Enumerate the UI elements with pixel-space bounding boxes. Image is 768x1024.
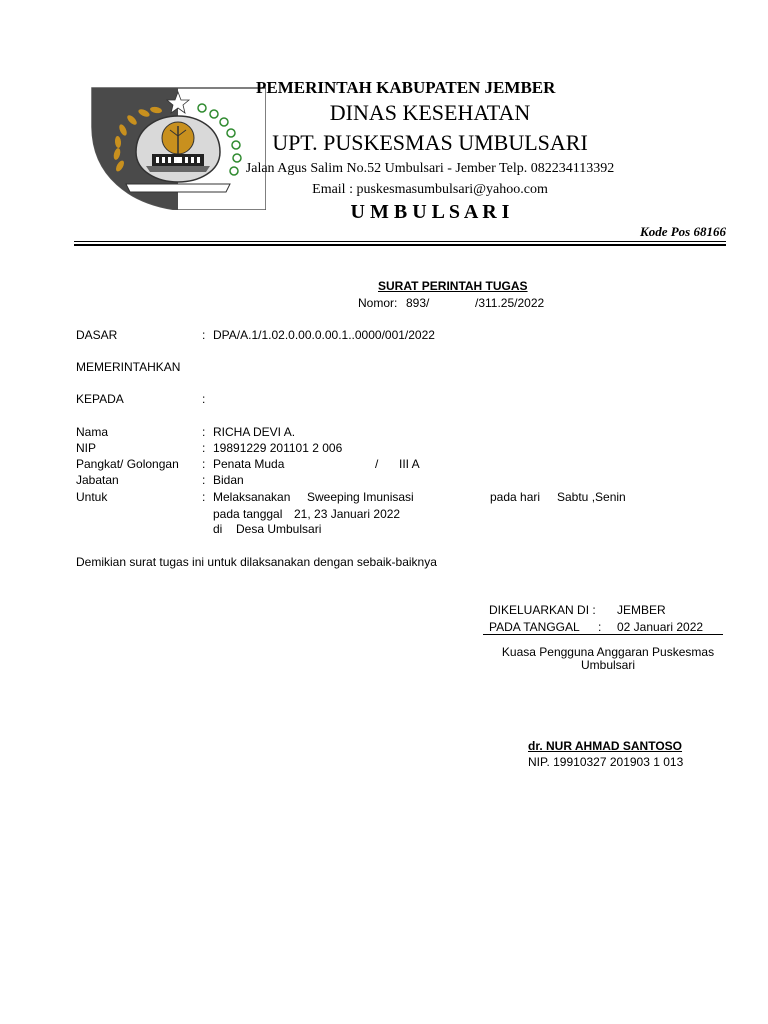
closing-statement: Demikian surat tugas ini untuk dilaksanakan dengan sebaik-baiknya bbox=[76, 555, 437, 569]
header-institution: UPT. PUSKESMAS UMBULSARI bbox=[272, 130, 588, 155]
issued-date-colon: : bbox=[598, 620, 602, 634]
kepada-colon: : bbox=[202, 392, 206, 406]
pangkat-separator: / bbox=[375, 457, 379, 471]
letter-number-label: Nomor: bbox=[358, 296, 398, 310]
untuk-action: Melaksanakan bbox=[213, 490, 291, 504]
signatory-nip: NIP. 19910327 201903 1 013 bbox=[528, 755, 684, 769]
hari-label: pada hari bbox=[490, 490, 541, 504]
tanggal-value: 21, 23 Januari 2022 bbox=[294, 507, 401, 521]
kepada-label: KEPADA bbox=[76, 392, 124, 406]
untuk-activity: Sweeping Imunisasi bbox=[307, 490, 414, 504]
untuk-label: Untuk bbox=[76, 490, 108, 504]
issued-date-label: PADA TANGGAL bbox=[489, 620, 580, 634]
header-email: Email : puskesmasumbulsari@yahoo.com bbox=[312, 182, 548, 197]
memerintahkan-label: MEMERINTAHKAN bbox=[76, 360, 181, 374]
jabatan-value: Bidan bbox=[213, 473, 244, 487]
nama-label: Nama bbox=[76, 425, 109, 439]
letterhead-divider-bottom bbox=[74, 244, 726, 246]
hari-value: Sabtu ,Senin bbox=[557, 490, 626, 504]
issued-place-value: JEMBER bbox=[617, 603, 666, 617]
nama-value: RICHA DEVI A. bbox=[213, 425, 296, 439]
dasar-label: DASAR bbox=[76, 328, 118, 342]
pangkat-colon: : bbox=[202, 457, 206, 471]
signatory-name: dr. NUR AHMAD SANTOSO bbox=[528, 739, 683, 753]
dasar-colon: : bbox=[202, 328, 206, 342]
issued-divider bbox=[483, 634, 723, 635]
lokasi-label: di bbox=[213, 522, 223, 536]
letter-number-suffix: /311.25/2022 bbox=[475, 296, 545, 310]
pangkat-label: Pangkat/ Golongan bbox=[76, 457, 179, 471]
header-address: Jalan Agus Salim No.52 Umbulsari - Jember Telp. 082234113392 bbox=[245, 161, 615, 176]
tanggal-label: pada tanggal bbox=[213, 507, 283, 521]
nip-label: NIP bbox=[76, 441, 97, 455]
letter-title: SURAT PERINTAH TUGAS bbox=[378, 279, 528, 293]
issued-place-label: DIKELUARKAN DI : bbox=[489, 603, 596, 617]
issued-date-value: 02 Januari 2022 bbox=[617, 620, 704, 634]
nama-colon: : bbox=[202, 425, 206, 439]
golongan-value: III A bbox=[399, 457, 420, 471]
header-postal-code: Kode Pos 68166 bbox=[640, 224, 726, 239]
letterhead-divider-top bbox=[74, 241, 726, 242]
nip-value: 19891229 201101 2 006 bbox=[213, 441, 343, 455]
untuk-colon: : bbox=[202, 490, 206, 504]
dasar-value: DPA/A.1/1.02.0.00.0.00.1..0000/001/2022 bbox=[213, 328, 435, 342]
letter-number-prefix: 893/ bbox=[406, 296, 430, 310]
jabatan-label: Jabatan bbox=[76, 473, 119, 487]
jabatan-colon: : bbox=[202, 473, 206, 487]
lokasi-value: Desa Umbulsari bbox=[236, 522, 322, 536]
nip-colon: : bbox=[202, 441, 206, 455]
header-department: DINAS KESEHATAN bbox=[329, 100, 531, 125]
signatory-role-line1: Kuasa Pengguna Anggaran Puskesmas bbox=[501, 645, 715, 659]
signatory-role-line2: Umbulsari bbox=[580, 658, 635, 672]
header-government: PEMERINTAH KABUPATEN JEMBER bbox=[256, 78, 556, 97]
header-city: U M B U L S A R I bbox=[350, 201, 510, 223]
pangkat-value: Penata Muda bbox=[213, 457, 285, 471]
